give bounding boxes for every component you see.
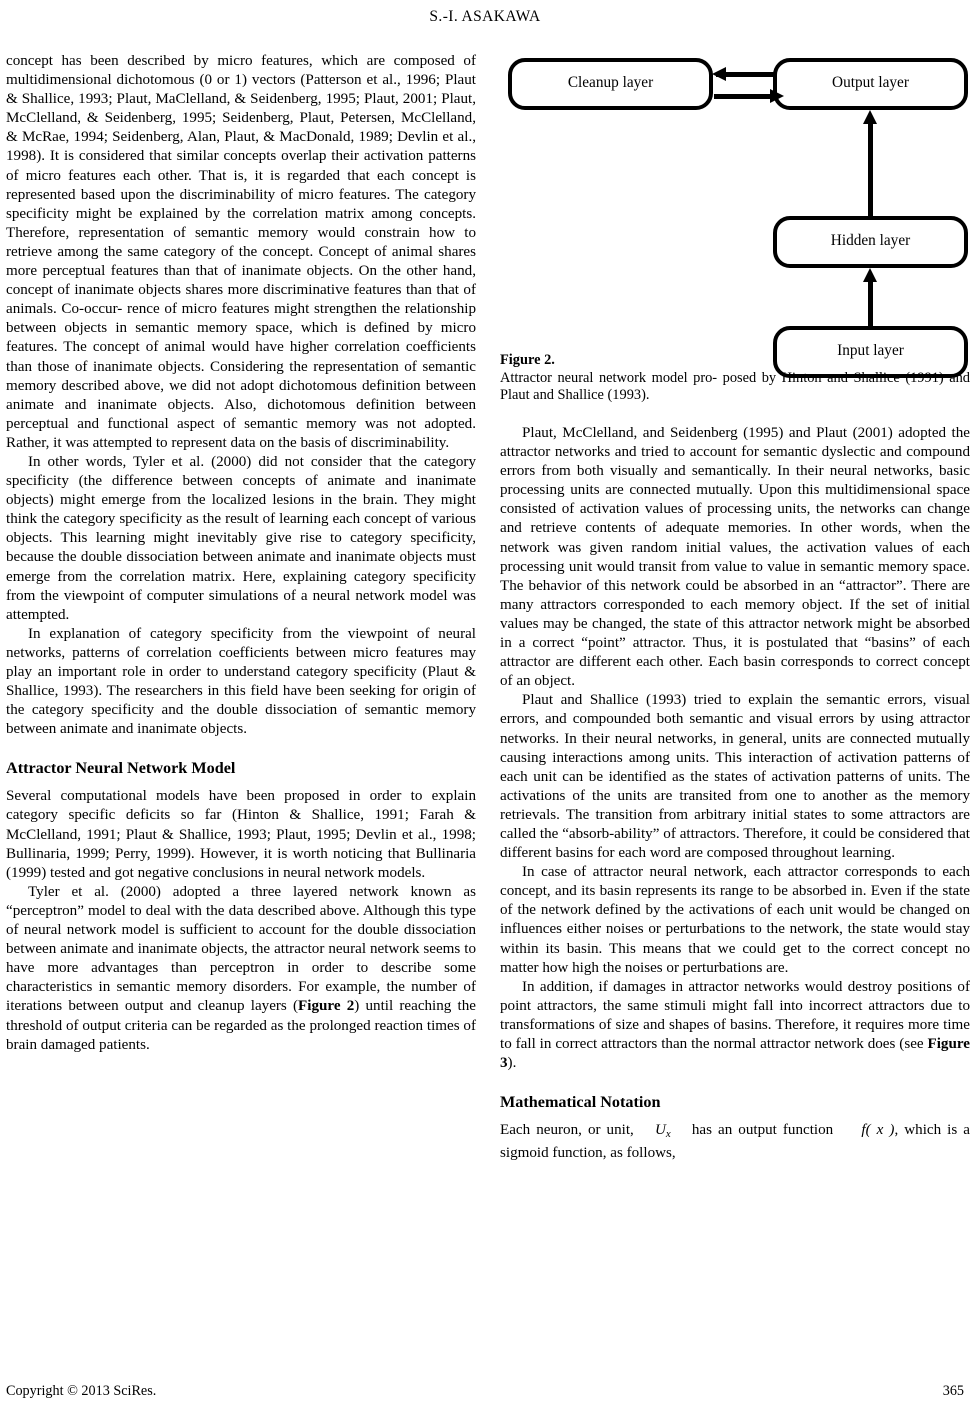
paragraph-text-after-ref: ). bbox=[507, 1055, 517, 1072]
math-symbol-f-argument: ( x ) bbox=[865, 1122, 895, 1139]
section-heading-mathematical-notation: Mathematical Notation bbox=[500, 1093, 661, 1112]
paragraph-text-before-ref: In addition, if damages in attractor networks would destroy positions of point attractors, the same stimuli might fall into incorrect attractors due to transformations of size and shapes of basins. Therefore, it requires more time to fall in correct attractors than the normal attractor network does (see bbox=[500, 978, 970, 1052]
page-number: 365 bbox=[942, 1383, 964, 1399]
paragraph: In case of attractor neural network, each attractor corresponds to each concept, and its basin represents its range to be absorbed in. Even if the state of the network defined by the activations of each unit would be changed on influences either noises or perturbations to the network, the state would stay within its basin. This means that we could get to the correct concept no matter how high the noises or perturbations are. bbox=[500, 864, 970, 976]
math-paragraph bbox=[500, 1121, 970, 1163]
copyright-notice: Copyright © 2013 SciRes. bbox=[6, 1383, 157, 1399]
paragraph-with-figure-ref bbox=[500, 978, 970, 1073]
left-column bbox=[6, 52, 476, 1055]
section-heading-attractor-neural-network-model: Attractor Neural Network Model bbox=[6, 759, 236, 778]
paragraph-with-figure-ref bbox=[6, 883, 476, 1055]
figure-reference: Figure 3 bbox=[500, 1036, 970, 1072]
arrow-output-to-cleanup-head-icon bbox=[712, 67, 726, 81]
diagram-node-output-layer bbox=[773, 58, 968, 110]
arrow-hidden-to-output-head-icon bbox=[863, 110, 877, 124]
running-head: S.-I. ASAKAWA bbox=[429, 8, 541, 25]
figure-reference: Figure 2 bbox=[298, 998, 355, 1015]
diagram-node-label: Cleanup layer bbox=[567, 74, 654, 91]
diagram-node-hidden-layer bbox=[773, 216, 968, 268]
paragraph: concept has been described by micro features, which are composed of multidimensional dichotomous (0 or 1) vectors (Patterson et al., 1996; Plaut & Shallice, 1993; Plaut, MaClelland, & Seidenberg, 1995; Plaut, 2001; Plaut, McClelland, & Seidenberg, 1995; Seidenberg, Plaut, Petersen, McClelland, & McRae, 1994; Seidenberg, Alan, Plaut, & MacDonald, 1989; Devlin et al., 1998). It is considered that similar concepts overlap their activation patterns of micro features each other. That is, it is regarded that each concept is represented based upon the discriminability of micro features. The category specificity might be explained by the correlation matrix among concepts. Therefore, representation of semantic memory would constrain how to retrieve among the same category of the concept. Concept of animal shares more perceptual features than that of inanimate objects. On the other hand, concept of inanimate objects shares more discriminative features than that of animals. Co-occur- rence of micro features might strengthen the relationship between objects in semantic memory space, which is defined by micro features. The concept of animal would have higher correlation coefficients than those of inanimate objects. Considering the representation of semantic memory described above, we did not adopt dichotomous definition between animate and inanimate objects. Also, dichotomous definition between perceptual and functional aspect of semantic memory was not adopted. Rather, it was attempted to represent data on the basis of discriminability. bbox=[6, 53, 476, 451]
math-text-part2: has an output function bbox=[691, 1122, 834, 1139]
math-text-part1: Each neuron, or unit, bbox=[500, 1122, 634, 1139]
figure-caption-text: Attractor neural network model pro- posed by Hinton and Shallice (1991) and Plaut and Shallice (1993). bbox=[500, 370, 970, 404]
page-footer bbox=[6, 1383, 964, 1400]
arrow-cleanup-to-output-shaft bbox=[714, 94, 772, 99]
paragraph-text-after-ref: ) until reaching the threshold of output criteria can be regarded as the prolonged reaction times of brain damaged patients. bbox=[6, 998, 476, 1053]
paragraph: In explanation of category specificity from the viewpoint of neural networks, patterns of correlation coefficients between micro features may play an important role in order to understand category specificity (Plaut & Shallice, 1993). The researchers in this field have been seeking for origin of the category specificity and the double dissociation of semantic memory between animate and inanimate objects. bbox=[6, 625, 476, 738]
diagram-node-label: Input layer bbox=[837, 342, 904, 359]
diagram-node-label: Hidden layer bbox=[830, 232, 911, 249]
arrow-hidden-to-output-shaft bbox=[868, 122, 873, 218]
diagram-node-cleanup-layer bbox=[508, 58, 713, 110]
paragraph: Plaut, McClelland, and Seidenberg (1995) and Plaut (2001) adopted the attractor networks and tried to account for semantic dyslectic and compound errors from both visually and semantically. In their neural networks, basic processing units are connected mutually. Upon this multidimensional space consisted of activation values of processing units, the networks can change and retrieve contents of adequate memories. In other words, when the network was given random initial values, the activation values of each processing unit would transit from value to value in semantic memory space. The behavior of this network could be absorbed in an “attractor”. There are many attractors corresponded to each memory object. If the set of initial values may be changed, the state of this attractor network might be absorbed in a correct “point” attractor. Thus, it is postulated that “basins” of each attractor are different each other. Each basin corresponds to correct concept of an object. bbox=[500, 425, 970, 690]
arrow-input-to-hidden-shaft bbox=[868, 280, 873, 328]
right-column bbox=[500, 424, 970, 1163]
arrow-input-to-hidden-head-icon bbox=[863, 268, 877, 282]
figure-caption-number: Figure 2. bbox=[500, 352, 555, 368]
figure-2-diagram bbox=[498, 48, 968, 359]
paragraph: Several computational models have been proposed in order to explain category specific deficits so far (Hinton & Shallice, 1991; Farah & McClelland, 1991; Plaut & Shallice, 1993; Plaut, 1995; Devlin et al., 1998; Bullinaria, 1999; Perry, 1999). However, it is worth noticing that Bullinaria (1999) tested and got negative conclusions in neural network models. bbox=[6, 788, 476, 881]
math-text-part3: , which is a sigmoid function, as follows, bbox=[500, 1122, 970, 1162]
paragraph-text-before-ref: Tyler et al. (2000) adopted a three layered network known as “perceptron” model to deal with the data described above. Although this type of neural network model is sufficient to account for the double dissociation between animate and inanimate objects, the attractor neural network seems to have more advantages than perceptron in order to describe some characteristics in semantic memory disorders. For example, the number of iterations between output and cleanup layers ( bbox=[6, 883, 476, 1015]
arrow-cleanup-to-output-head-icon bbox=[770, 89, 784, 103]
diagram-node-label: Output layer bbox=[832, 74, 909, 91]
paragraph: In other words, Tyler et al. (2000) did not consider that the category specificity (the difference between concepts of animate and inanimate objects) might emerge from the localized lesions in the brain. They might think the category specificity as the result of learning each concept of various objects. This learning might inevitably give rise to category specificity, because the double dissociation between animate and inanimate objects must emerge from the correlation matrix. Here, explaining category specificity from the viewpoint of computer simulations of a neural network model was attempted. bbox=[6, 453, 476, 623]
math-symbol-f: f bbox=[861, 1122, 866, 1139]
figure-caption bbox=[500, 352, 970, 405]
math-symbol-u-subscript: x bbox=[665, 1128, 671, 1141]
math-symbol-u: U bbox=[654, 1122, 666, 1139]
paragraph: Plaut and Shallice (1993) tried to explain the semantic errors, visual errors, and compounded both semantic and visual errors by using attractor networks. In their neural networks, in general, units are connected mutually causing interactions among units. This interaction of activation patterns of each unit can be identified as the states of activation patterns of units. The activations of the units are transited from one to another as the memory retrievals. The transition from arbitrary initial states to some attractors are called the “absorb-ability” of attractors. Therefore, it could be considered that different basins for each word are composed throughout learning. bbox=[500, 692, 970, 862]
